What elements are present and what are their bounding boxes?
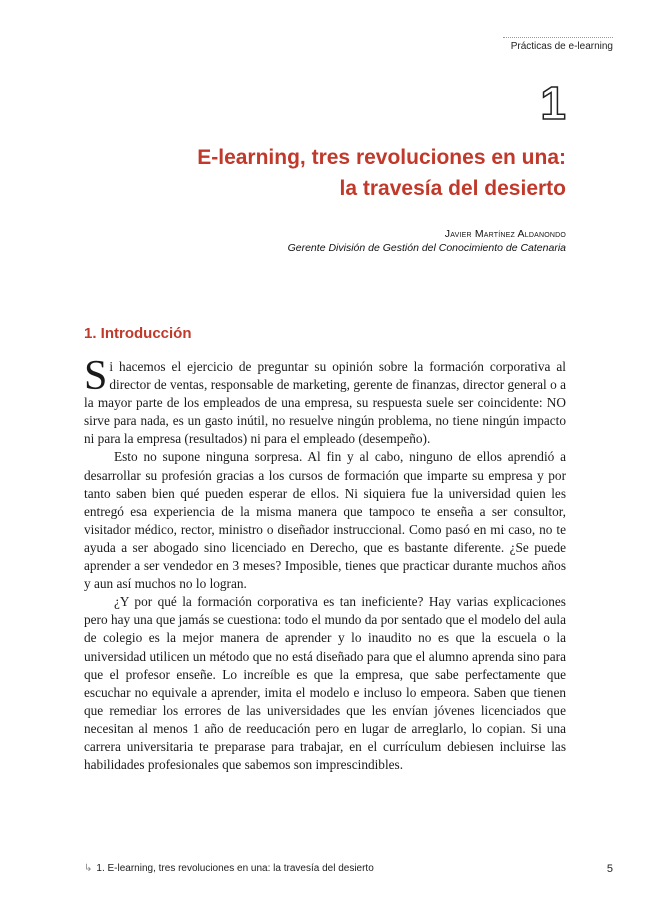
chapter-title-line-2: la travesía del desierto: [339, 177, 566, 200]
paragraph-3: ¿Y por qué la formación corporativa es tan ineficiente? Hay varias explicaciones pero hay una que jamás se cuestiona: todo el mundo da por sentado que el modelo del aula de colegio es la mejor manera de aprender y lo inaudito no es que la escuela o la universidad utilicen un método que no está diseñado para que el alumno aprenda sino para que el profesor enseñe. Lo increíble es que la empresa, que sabe perfectamente que escuchar no equivale a aprender, imita el modelo e incluso lo empeora. Saben que tienen que remediar los errores de las universidades que les envían jóvenes licenciados que necesitan al menos 1 año de reeducación pero en lugar de arreglarlo, lo copian. Si una carrera universitaria te preparase para trabajar, en el currículum debiesen incluirse las habilidades profesionales que sabemos son imprescindibles.: [84, 594, 566, 773]
running-head: Prácticas de e-learning: [503, 37, 613, 52]
footer-chapter-ref: [84, 863, 374, 875]
footer-chapter-text: 1. E-learning, tres revoluciones en una: la travesía del desierto: [96, 863, 374, 874]
paragraph-1: [84, 353, 566, 448]
author-affiliation: Gerente División de Gestión del Conocimiento de Catenaria: [287, 242, 566, 254]
drop-cap: S: [84, 353, 108, 399]
paragraph-2: Esto no supone ninguna sorpresa. Al fin y al cabo, ninguno de ellos aprendió a desarrollar su profesión gracias a los cursos de formación que imparte su empresa y por tanto saben bien qué pueden esperar de ellos. Ni siquiera fue la universidad quien les entregó esa experiencia de la misma manera que tampoco te enseña a ser consultor, visitador médico, rector, ministro o diseñador instruccional. Como pasó en mi caso, no te ayuda a ser abogado sino licenciado en Derecho, que es bastante diferente. ¿Se puede aprender a ser vendedor en 3 meses? Imposible, tienes que practicar durante muchos años y aun así muchos no lo logran.: [84, 449, 566, 592]
page-number: 5: [606, 863, 613, 875]
paragraph-1-text: i hacemos el ejercicio de preguntar su opinión sobre la formación corporativa al director de ventas, responsable de marketing, gerente de finanzas, director general o a la mayor parte de los empleados de una empresa, su respuesta suele ser coincidente: NO sirve para nada, es un gasto inútil, no resuelve ningún problema, no tiene ningún impacto ni para la empresa (resultados) ni para el empleado (desempeño).: [84, 359, 566, 447]
chapter-number: 1: [540, 77, 566, 129]
body-text: [84, 353, 566, 774]
page-footer: [84, 863, 613, 875]
chapter-title-line-1: E-learning, tres revoluciones en una:: [197, 146, 566, 169]
return-arrow-icon: ↳: [84, 863, 93, 874]
section-heading: 1. Introducción: [84, 325, 192, 342]
chapter-title: [86, 142, 566, 204]
author-name: Javier Martínez Aldanondo: [444, 228, 566, 240]
